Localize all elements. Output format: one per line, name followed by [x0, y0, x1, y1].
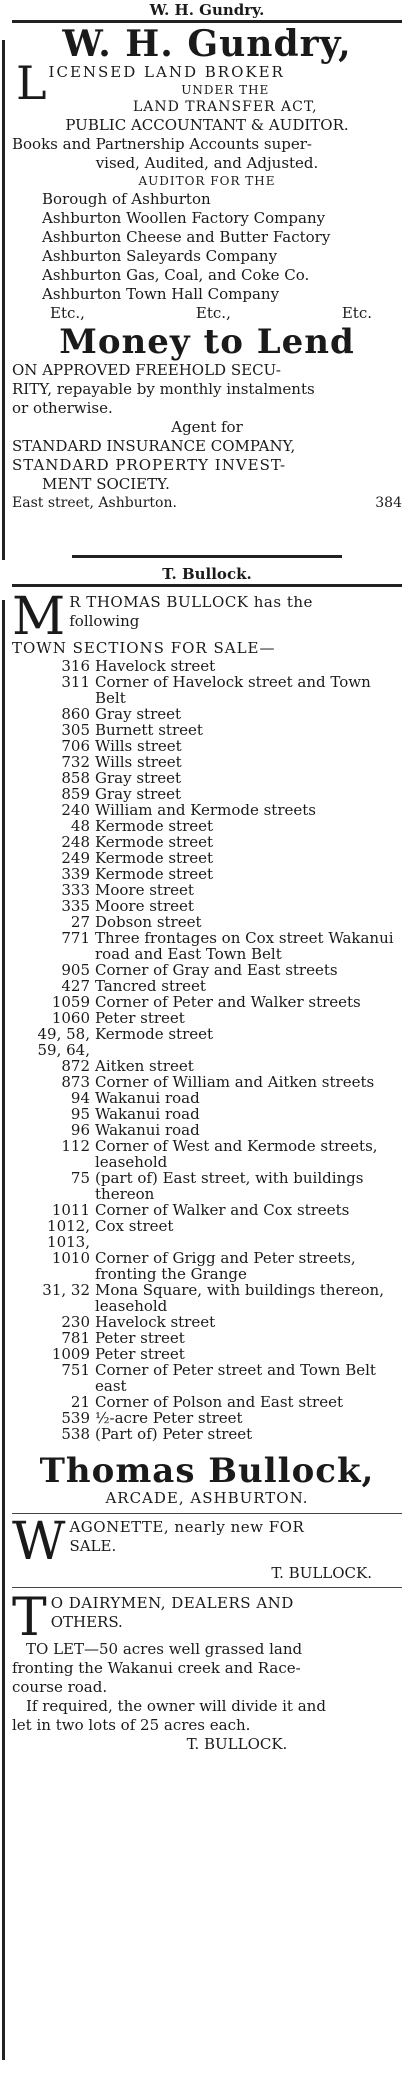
property-item — [12, 1250, 402, 1282]
agent-for: Agent for — [171, 418, 243, 436]
transfer-act: LAND TRANSFER ACT, — [132, 99, 318, 115]
section-location: Aitken street — [95, 1057, 194, 1075]
property-item — [12, 1138, 402, 1170]
client-2: Ashburton Woollen Factory Company — [42, 209, 326, 227]
public-accountant: PUBLIC ACCOUNTANT & AUDITOR. — [65, 116, 349, 134]
section-location: Peter street — [95, 1329, 185, 1347]
section-number: 771 — [61, 929, 90, 947]
property-item — [12, 834, 402, 850]
column-edge-bottom — [2, 600, 5, 2060]
dairymen-body-2: fronting the Wakanui creek and Race- — [12, 1659, 301, 1677]
section-number: 335 — [61, 897, 90, 915]
section-number: 31, 32 — [42, 1281, 90, 1299]
property-item — [12, 882, 402, 898]
section-location: Burnett street — [95, 721, 203, 739]
section-number: 732 — [61, 753, 90, 771]
licensed-text: ICENSED LAND BROKER — [48, 63, 285, 81]
section-number: 339 — [61, 865, 90, 883]
dairymen-body-1: TO LET—50 acres well grassed land — [26, 1640, 303, 1658]
section-number: 96 — [70, 1121, 90, 1139]
property-item — [12, 818, 402, 834]
section-number: 538 — [61, 1425, 90, 1443]
client-3: Ashburton Cheese and Butter Factory — [42, 228, 331, 246]
property-item — [12, 1426, 402, 1442]
section-location: (Part of) Peter street — [95, 1425, 253, 1443]
section-number: 27 — [70, 913, 90, 931]
section-location: Corner of William and Aitken streets — [95, 1073, 375, 1091]
dairymen-body-4: If required, the owner will divide it and — [26, 1697, 326, 1715]
section-location: Wakanui road — [95, 1121, 200, 1139]
property-item — [12, 1362, 402, 1394]
section-number: 95 — [70, 1105, 90, 1123]
property-item — [12, 1330, 402, 1346]
licensed-initial: L — [16, 56, 47, 110]
property-item — [12, 786, 402, 802]
dairymen-line-2: OTHERS. — [50, 1613, 123, 1631]
bullock-name: Thomas Bullock, — [39, 1451, 375, 1491]
dairymen-body-5: let in two lots of 25 acres each. — [12, 1716, 251, 1734]
intro-line-1: R THOMAS BULLOCK has the — [69, 593, 313, 611]
property-item — [12, 1026, 402, 1058]
intro-line-2: following — [69, 612, 140, 630]
section-location: (part of) East street, with buildings thereon — [95, 1169, 364, 1203]
property-item — [12, 738, 402, 754]
wagonette-sign: T. BULLOCK. — [271, 1564, 372, 1582]
section-location: Corner of Gray and East streets — [95, 961, 338, 979]
property-item — [12, 1394, 402, 1410]
section-location: Corner of Peter street and Town Belt east — [95, 1361, 376, 1395]
section-location: ½-acre Peter street — [95, 1409, 243, 1427]
section-location: Dobson street — [95, 913, 202, 931]
property-item — [12, 1010, 402, 1026]
approved-line-2: RITY, repayable by monthly instalments — [12, 380, 315, 398]
section-number: 1059 — [51, 993, 90, 1011]
dairymen-ad — [12, 1588, 402, 1754]
section-location: Kermode street — [95, 817, 214, 835]
client-6: Ashburton Town Hall Company — [42, 285, 280, 303]
section-location: William and Kermode streets — [95, 801, 316, 819]
section-number: 311 — [61, 673, 90, 691]
intro — [12, 587, 402, 647]
section-location: Corner of Havelock street and Town Belt — [95, 673, 371, 707]
property-item — [12, 1410, 402, 1426]
books-line-2: vised, Audited, and Adjusted. — [95, 154, 319, 172]
books-line-1: Books and Partnership Accounts super- — [12, 135, 312, 153]
property-item — [12, 1122, 402, 1138]
property-item — [12, 866, 402, 882]
section-location: Corner of Grigg and Peter streets, fronting the Grange — [95, 1249, 356, 1283]
section-number: 316 — [61, 657, 90, 675]
wagonette-initial: W — [12, 1512, 66, 1572]
section-number: 905 — [61, 961, 90, 979]
etc-1: Etc., — [50, 304, 85, 322]
section-location: Kermode street — [95, 833, 214, 851]
section-number: 249 — [61, 849, 90, 867]
client-4: Ashburton Saleyards Company — [42, 247, 278, 265]
section-number: 781 — [61, 1329, 90, 1347]
section-location: Havelock street — [95, 657, 216, 675]
approved-line-1: ON APPROVED FREEHOLD SECU- — [12, 361, 281, 379]
property-item — [12, 850, 402, 866]
property-item — [12, 706, 402, 722]
etc-2: Etc., — [195, 304, 231, 322]
property-item — [12, 898, 402, 914]
section-number: 872 — [61, 1057, 90, 1075]
property-item — [12, 1314, 402, 1330]
section-location: Moore street — [95, 881, 194, 899]
divider-rule — [72, 555, 342, 558]
section-location: Corner of Peter and Walker streets — [95, 993, 361, 1011]
section-number: 706 — [61, 737, 90, 755]
section-location: Tancred street — [95, 977, 206, 995]
bullock-advertisement — [12, 587, 402, 1507]
etc-row — [12, 304, 402, 323]
property-item — [12, 930, 402, 962]
section-number: 539 — [61, 1409, 90, 1427]
section-location: Moore street — [95, 897, 194, 915]
section-number: 873 — [61, 1073, 90, 1091]
money-to-lend: Money to Lend — [59, 322, 355, 362]
property-item — [12, 722, 402, 738]
gundry-name: W. H. Gundry, — [62, 23, 352, 65]
newspaper-column — [12, 0, 402, 1754]
property-item — [12, 1202, 402, 1218]
section-number: 751 — [61, 1361, 90, 1379]
section-location: Peter street — [95, 1009, 185, 1027]
company-1: STANDARD INSURANCE COMPANY, — [12, 437, 296, 455]
address: East street, Ashburton. — [12, 495, 177, 511]
section-location: Gray street — [95, 785, 182, 803]
section-number: 1011 — [51, 1201, 90, 1219]
section-location: Gray street — [95, 705, 182, 723]
town-sections: TOWN SECTIONS FOR SALE— — [12, 639, 276, 657]
section-number: 1010 — [51, 1249, 90, 1267]
section-number: 1060 — [51, 1009, 90, 1027]
section-number: 75 — [70, 1169, 90, 1187]
section-number: 49, 58, 59, 64, — [37, 1025, 90, 1059]
section-location: Wills street — [95, 753, 182, 771]
bullock-header: T. Bullock. — [162, 565, 252, 583]
property-item — [12, 1218, 402, 1250]
auditor-for: AUDITOR FOR THE — [138, 174, 276, 188]
section-number: 21 — [70, 1393, 90, 1411]
section-location: Mona Square, with buildings thereon, leasehold — [95, 1281, 384, 1315]
property-item — [12, 674, 402, 706]
section-number: 48 — [70, 817, 90, 835]
section-location: Havelock street — [95, 1313, 216, 1331]
section-location: Three frontages on Cox street Wakanui road and East Town Belt — [95, 929, 394, 963]
property-item — [12, 1282, 402, 1314]
ref-number: 384 — [375, 495, 402, 511]
section-location: Corner of Polson and East street — [95, 1393, 344, 1411]
column-edge-top — [2, 40, 5, 560]
section-location: Wakanui road — [95, 1105, 200, 1123]
property-item — [12, 754, 402, 770]
company-2: STANDARD PROPERTY INVEST- — [12, 456, 287, 474]
property-list — [12, 658, 402, 1442]
property-item — [12, 658, 402, 674]
section-number: 1009 — [51, 1345, 90, 1363]
property-item — [12, 1058, 402, 1074]
section-number: 1012, 1013, — [47, 1217, 90, 1251]
property-item — [12, 1074, 402, 1090]
section-location: Kermode street — [95, 865, 214, 883]
property-item — [12, 978, 402, 994]
gundry-header: W. H. Gundry. — [149, 1, 265, 19]
arcade-address: ARCADE, ASHBURTON. — [105, 1489, 309, 1507]
gundry-advertisement — [12, 25, 402, 555]
section-location: Peter street — [95, 1345, 185, 1363]
section-number: 240 — [61, 801, 90, 819]
wagonette-ad — [12, 1514, 402, 1587]
property-item — [12, 914, 402, 930]
property-item — [12, 1346, 402, 1362]
section-location: Gray street — [95, 769, 182, 787]
company-3: MENT SOCIETY. — [42, 475, 170, 493]
client-1: Borough of Ashburton — [42, 190, 211, 208]
section-number: 94 — [70, 1089, 90, 1107]
dairymen-sign: T. BULLOCK. — [186, 1735, 288, 1753]
section-location: Kermode street — [95, 1025, 214, 1043]
section-location: Cox street — [95, 1217, 174, 1235]
section-number: 333 — [61, 881, 90, 899]
property-item — [12, 1090, 402, 1106]
property-item — [12, 1106, 402, 1122]
dairymen-body-3: course road. — [12, 1678, 108, 1696]
section-location: Kermode street — [95, 849, 214, 867]
section-number: 230 — [61, 1313, 90, 1331]
section-number: 859 — [61, 785, 90, 803]
section-number: 860 — [61, 705, 90, 723]
property-item — [12, 1170, 402, 1202]
section-number: 427 — [61, 977, 90, 995]
property-item — [12, 994, 402, 1010]
under-the: UNDER THE — [181, 83, 270, 97]
section-number: 305 — [61, 721, 90, 739]
section-number: 112 — [61, 1137, 90, 1155]
address-row — [12, 494, 402, 513]
section-location: Wakanui road — [95, 1089, 200, 1107]
intro-initial: M — [12, 587, 66, 647]
property-item — [12, 802, 402, 818]
property-item — [12, 770, 402, 786]
section-number: 248 — [61, 833, 90, 851]
dairymen-line-1: O DAIRYMEN, DEALERS AND — [50, 1594, 294, 1612]
dairymen-initial: T — [12, 1588, 47, 1648]
approved-line-3: or otherwise. — [12, 399, 113, 417]
section-number: 858 — [61, 769, 90, 787]
etc-3: Etc. — [341, 304, 372, 322]
section-location: Corner of Walker and Cox streets — [95, 1201, 350, 1219]
client-5: Ashburton Gas, Coal, and Coke Co. — [42, 266, 310, 284]
wagonette-line-1: AGONETTE, nearly new FOR — [69, 1518, 305, 1536]
section-location: Wills street — [95, 737, 182, 755]
section-location: Corner of West and Kermode streets, leasehold — [95, 1137, 378, 1171]
wagonette-line-2: SALE. — [69, 1537, 117, 1555]
property-item — [12, 962, 402, 978]
